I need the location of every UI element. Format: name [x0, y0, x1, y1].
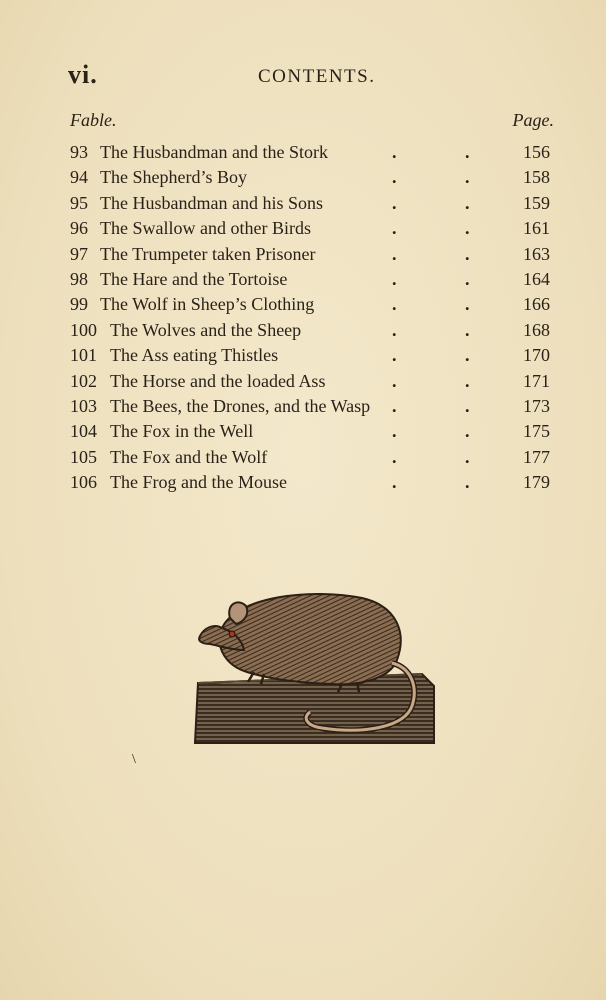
leader-dot: .: [465, 268, 470, 289]
page-folio: vi.: [68, 60, 98, 89]
fable-title: The Fox and the Wolf: [110, 446, 268, 467]
leader-dot: .: [465, 243, 470, 264]
contents-entry: [70, 470, 554, 495]
contents-entry: [70, 445, 554, 470]
leader-dot: .: [465, 319, 470, 340]
column-header-page: Page.: [512, 110, 554, 130]
fable-number: 106: [70, 472, 97, 493]
leader-dot: .: [465, 294, 470, 315]
leader-dot: .: [465, 421, 470, 442]
leader-dot: .: [465, 446, 470, 467]
leader-dot: .: [392, 395, 397, 416]
page-number: 159: [523, 192, 550, 213]
stray-mark: \: [132, 752, 136, 767]
fable-title: The Trumpeter taken Prisoner: [100, 243, 316, 264]
fable-number: 95: [70, 192, 88, 213]
leader-dot: .: [465, 370, 470, 391]
leader-dot: .: [465, 218, 470, 239]
leader-dot: .: [392, 421, 397, 442]
fable-number: 103: [70, 395, 97, 416]
page-number: 170: [523, 345, 550, 366]
leader-dot: .: [392, 192, 397, 213]
fable-number: 105: [70, 446, 97, 467]
page-number: 163: [523, 243, 550, 264]
fable-title: The Wolf in Sheep’s Clothing: [100, 294, 315, 315]
fable-number: 96: [70, 218, 88, 239]
fable-number: 102: [70, 370, 97, 391]
page-number: 164: [523, 268, 550, 289]
contents-entry: [70, 267, 554, 292]
mouse-woodcut-svg: [192, 588, 437, 748]
contents-entry: [70, 419, 554, 444]
fable-title: The Swallow and other Birds: [100, 218, 311, 239]
contents-entry: [70, 140, 554, 165]
fable-title: The Fox in the Well: [110, 421, 254, 442]
fable-title: The Frog and the Mouse: [110, 472, 287, 493]
leader-dot: .: [465, 192, 470, 213]
fable-title: The Husbandman and his Sons: [100, 192, 323, 213]
leader-dot: .: [392, 268, 397, 289]
fable-number: 93: [70, 142, 88, 162]
fable-number: 100: [70, 319, 97, 340]
running-head: [68, 60, 381, 92]
contents-entry: [70, 343, 554, 368]
contents-entry: [70, 292, 554, 317]
contents-entry: [70, 369, 554, 394]
page-number: 175: [523, 421, 550, 442]
leader-dot: .: [465, 472, 470, 493]
leader-dot: .: [392, 370, 397, 391]
leader-dot: .: [465, 142, 470, 162]
contents-entry: [70, 394, 554, 419]
leader-dot: .: [392, 345, 397, 366]
fable-title: The Shepherd’s Boy: [100, 167, 247, 188]
leader-dot: .: [392, 294, 397, 315]
fable-number: 99: [70, 294, 88, 315]
leader-dot: .: [392, 472, 397, 493]
fable-title: The Bees, the Drones, and the Wasp: [110, 395, 371, 416]
leader-dot: .: [392, 142, 397, 162]
fable-number: 101: [70, 345, 97, 366]
contents-entry: [70, 165, 554, 190]
leader-dot: .: [465, 345, 470, 366]
page-number: 168: [523, 319, 550, 340]
page-number: 156: [523, 142, 550, 162]
fable-title: The Ass eating Thistles: [110, 345, 279, 366]
page-number: 171: [523, 370, 550, 391]
leader-dot: .: [465, 395, 470, 416]
contents-list: [70, 140, 554, 495]
page-number: 166: [523, 294, 550, 315]
leader-dot: .: [392, 446, 397, 467]
fable-number: 98: [70, 268, 88, 289]
page-number: 173: [523, 395, 550, 416]
fable-title: The Horse and the loaded Ass: [110, 370, 326, 391]
page-number: 177: [523, 446, 550, 467]
contents-entry: [70, 318, 554, 343]
fable-title: The Husbandman and the Stork: [100, 142, 328, 162]
leader-dot: .: [465, 167, 470, 188]
fable-number: 104: [70, 421, 97, 442]
leader-dot: .: [392, 243, 397, 264]
leader-dot: .: [392, 319, 397, 340]
leader-dot: .: [392, 218, 397, 239]
column-headers: [70, 110, 554, 134]
fable-title: The Wolves and the Sheep: [110, 319, 302, 340]
mouse-woodcut-illustration: [192, 588, 437, 748]
column-header-fable: Fable.: [70, 110, 117, 130]
fable-title: The Hare and the Tortoise: [100, 268, 288, 289]
page-number: 179: [523, 472, 550, 493]
contents-entry: [70, 191, 554, 216]
leader-dot: .: [392, 167, 397, 188]
page-number: 161: [523, 218, 550, 239]
contents-entry: [70, 242, 554, 267]
page-number: 158: [523, 167, 550, 188]
fable-number: 97: [70, 243, 88, 264]
contents-entry: [70, 216, 554, 241]
fable-number: 94: [70, 167, 88, 188]
running-head-title: CONTENTS.: [258, 66, 376, 87]
